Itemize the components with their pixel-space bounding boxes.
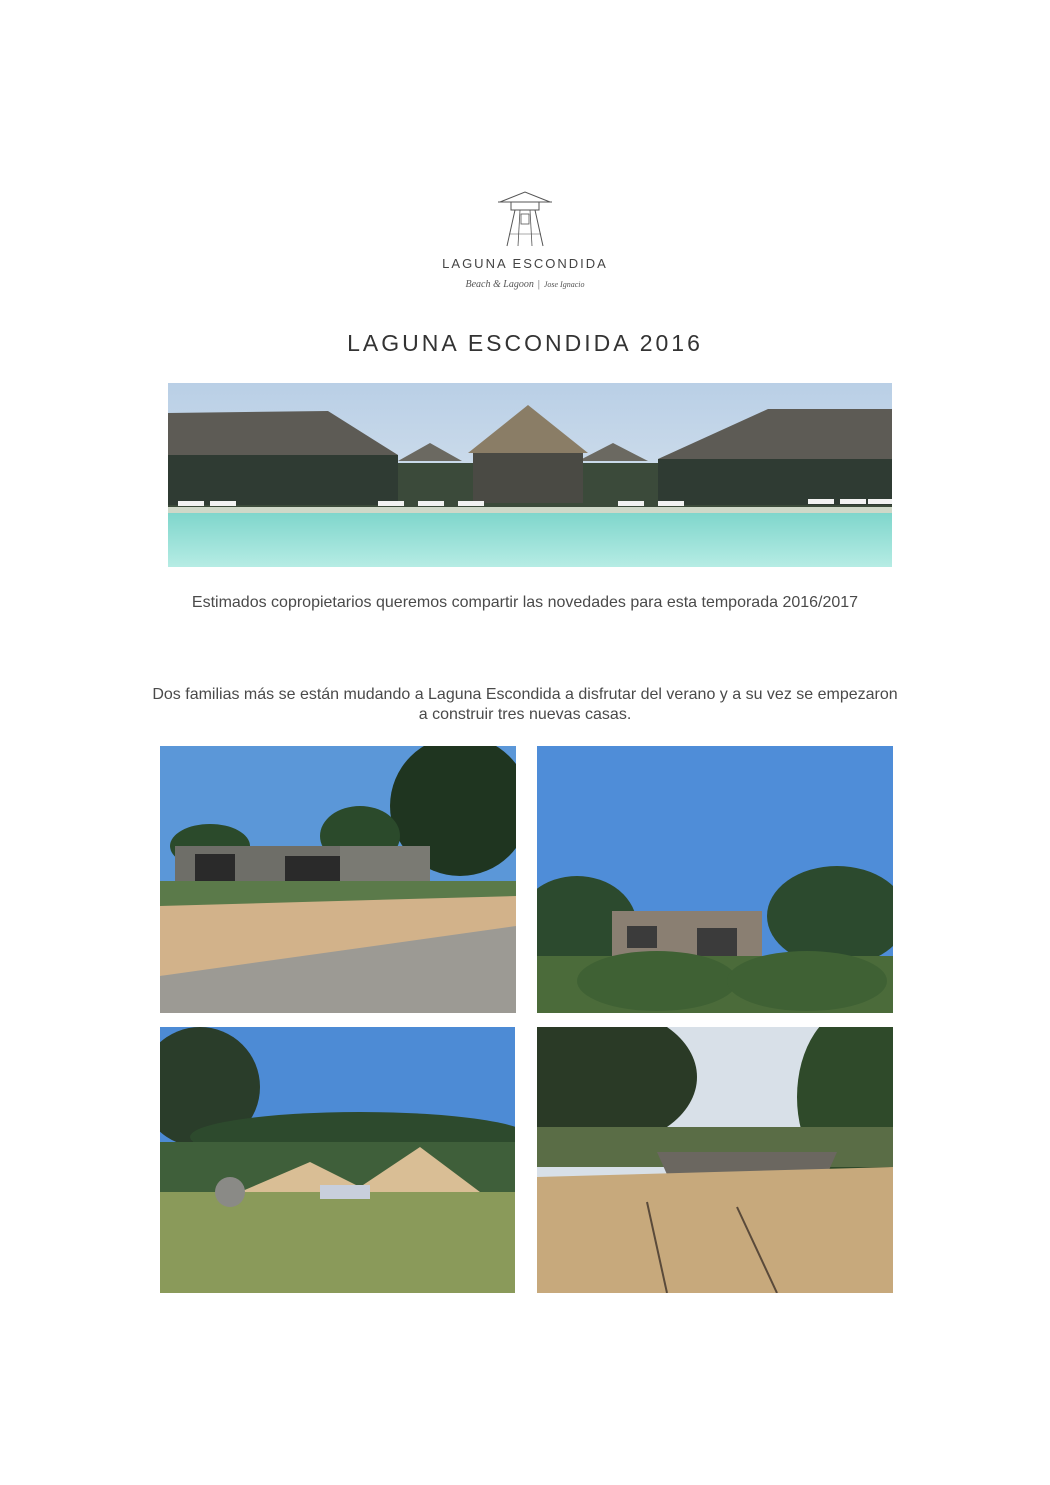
logo xyxy=(0,188,1050,248)
tagline-main: Beach & Lagoon xyxy=(465,279,534,290)
photo-house-construction-2 xyxy=(537,746,893,1013)
brand-name: LAGUNA ESCONDIDA xyxy=(442,256,608,271)
intro-paragraph: Estimados copropietarios queremos compartir las novedades para esta temporada 2016/2017 xyxy=(191,594,859,611)
tagline xyxy=(0,279,1050,290)
photo-house-construction-4 xyxy=(537,1027,893,1293)
tower-logo-icon xyxy=(495,188,555,248)
tagline-separator: | xyxy=(537,279,540,290)
photo-house-construction-1 xyxy=(160,746,516,1013)
page-title: LAGUNA ESCONDIDA 2016 xyxy=(347,330,703,356)
hero-photo-pool xyxy=(168,383,892,567)
tagline-location: Jose Ignacio xyxy=(543,280,585,289)
photo-house-construction-3 xyxy=(160,1027,515,1293)
news-paragraph: Dos familias más se están mudando a Laguna Escondida a disfrutar del verano y a su vez se empezaron a construir tres nuevas casas. xyxy=(152,686,898,723)
